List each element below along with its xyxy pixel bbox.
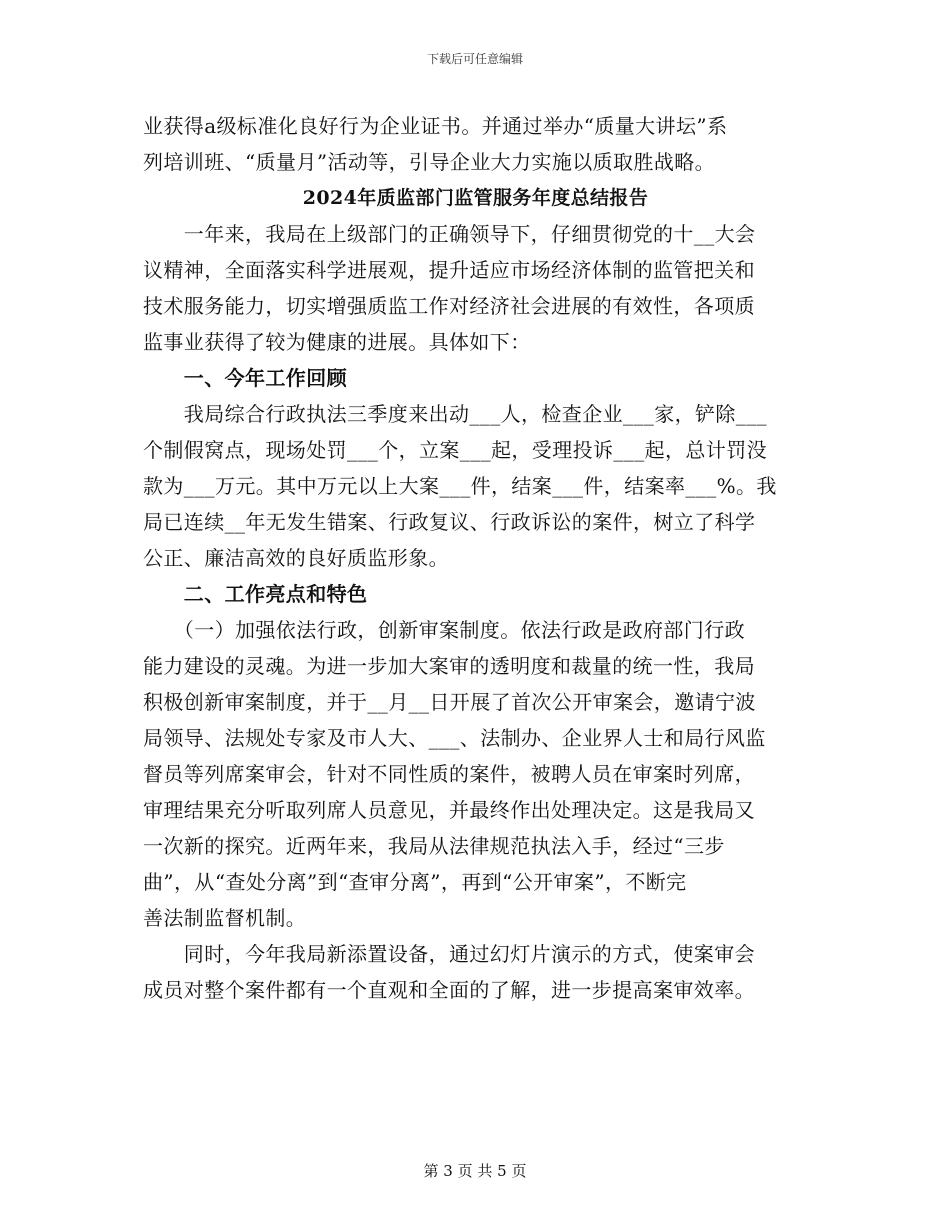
section-heading: 一、今年工作回顾 [143,366,347,390]
section-heading: 二、工作亮点和特色 [143,582,368,606]
body-line: 积极创新审案制度，并于__月__日开展了首次公开审案会，邀请宁波 [143,690,756,714]
body-line: 督员等列席案审会，针对不同性质的案件，被聘人员在审案时列席， [143,762,755,786]
body-line: 能力建设的灵魂。为进一步加大案审的透明度和裁量的统一性，我局 [143,654,755,678]
body-line: （一）加强依法行政，创新审案制度。依法行政是政府部门行政 [143,618,745,642]
body-line: 我局综合行政执法三季度来出动___人，检查企业___家，铲除___ [143,402,767,426]
document-title: 2024年质监部门监管服务年度总结报告 [302,187,649,209]
body-line: 一年来，我局在上级部门的正确领导下，仔细贯彻党的十__大会 [143,222,756,246]
document-body [143,108,808,1008]
body-line: 业获得a级标准化良好行为企业证书。并通过举办“质量大讲坛”系 [143,114,728,138]
body-line: 公正、廉洁高效的良好质监形象。 [143,546,449,570]
body-line: 一次新的探究。近两年来，我局从法律规范执法入手，经过“三步 [143,834,725,858]
body-line: 技术服务能力，切实增强质监工作对经济社会进展的有效性，各项质 [143,294,755,318]
body-line: 同时，今年我局新添置设备，通过幻灯片演示的方式，使案审会 [143,942,755,966]
body-line: 列培训班、“质量月”活动等，引导企业大力实施以质取胜战略。 [143,150,716,174]
body-line: 善法制监督机制。 [143,906,307,930]
body-line: 成员对整个案件都有一个直观和全面的了解，进一步提高案审效率。 [143,978,755,1002]
body-line: 款为___万元。其中万元以上大案___件，结案___件，结案率___%。我 [143,474,777,498]
body-line: 局领导、法规处专家及市人大、___、法制办、企业界人士和局行风监 [143,726,766,750]
body-line: 局已连续__年无发生错案、行政复议、行政诉讼的案件，树立了科学 [143,510,756,534]
body-line: 个制假窝点，现场处罚___个，立案___起，受理投诉___起，总计罚没 [143,438,767,462]
body-line: 审理结果充分听取列席人员意见，并最终作出处理决定。这是我局又 [143,798,755,822]
body-line: 曲”，从“查处分离”到“查审分离”，再到“公开审案”，不断完 [143,870,687,894]
body-line: 监事业获得了较为健康的进展。具体如下： [143,330,531,354]
page-number: 第 3 页 共 5 页 [423,1162,527,1180]
page-header: 下载后可任意编辑 [426,52,523,66]
body-line: 议精神，全面落实科学进展观，提升适应市场经济体制的监管把关和 [143,258,755,282]
